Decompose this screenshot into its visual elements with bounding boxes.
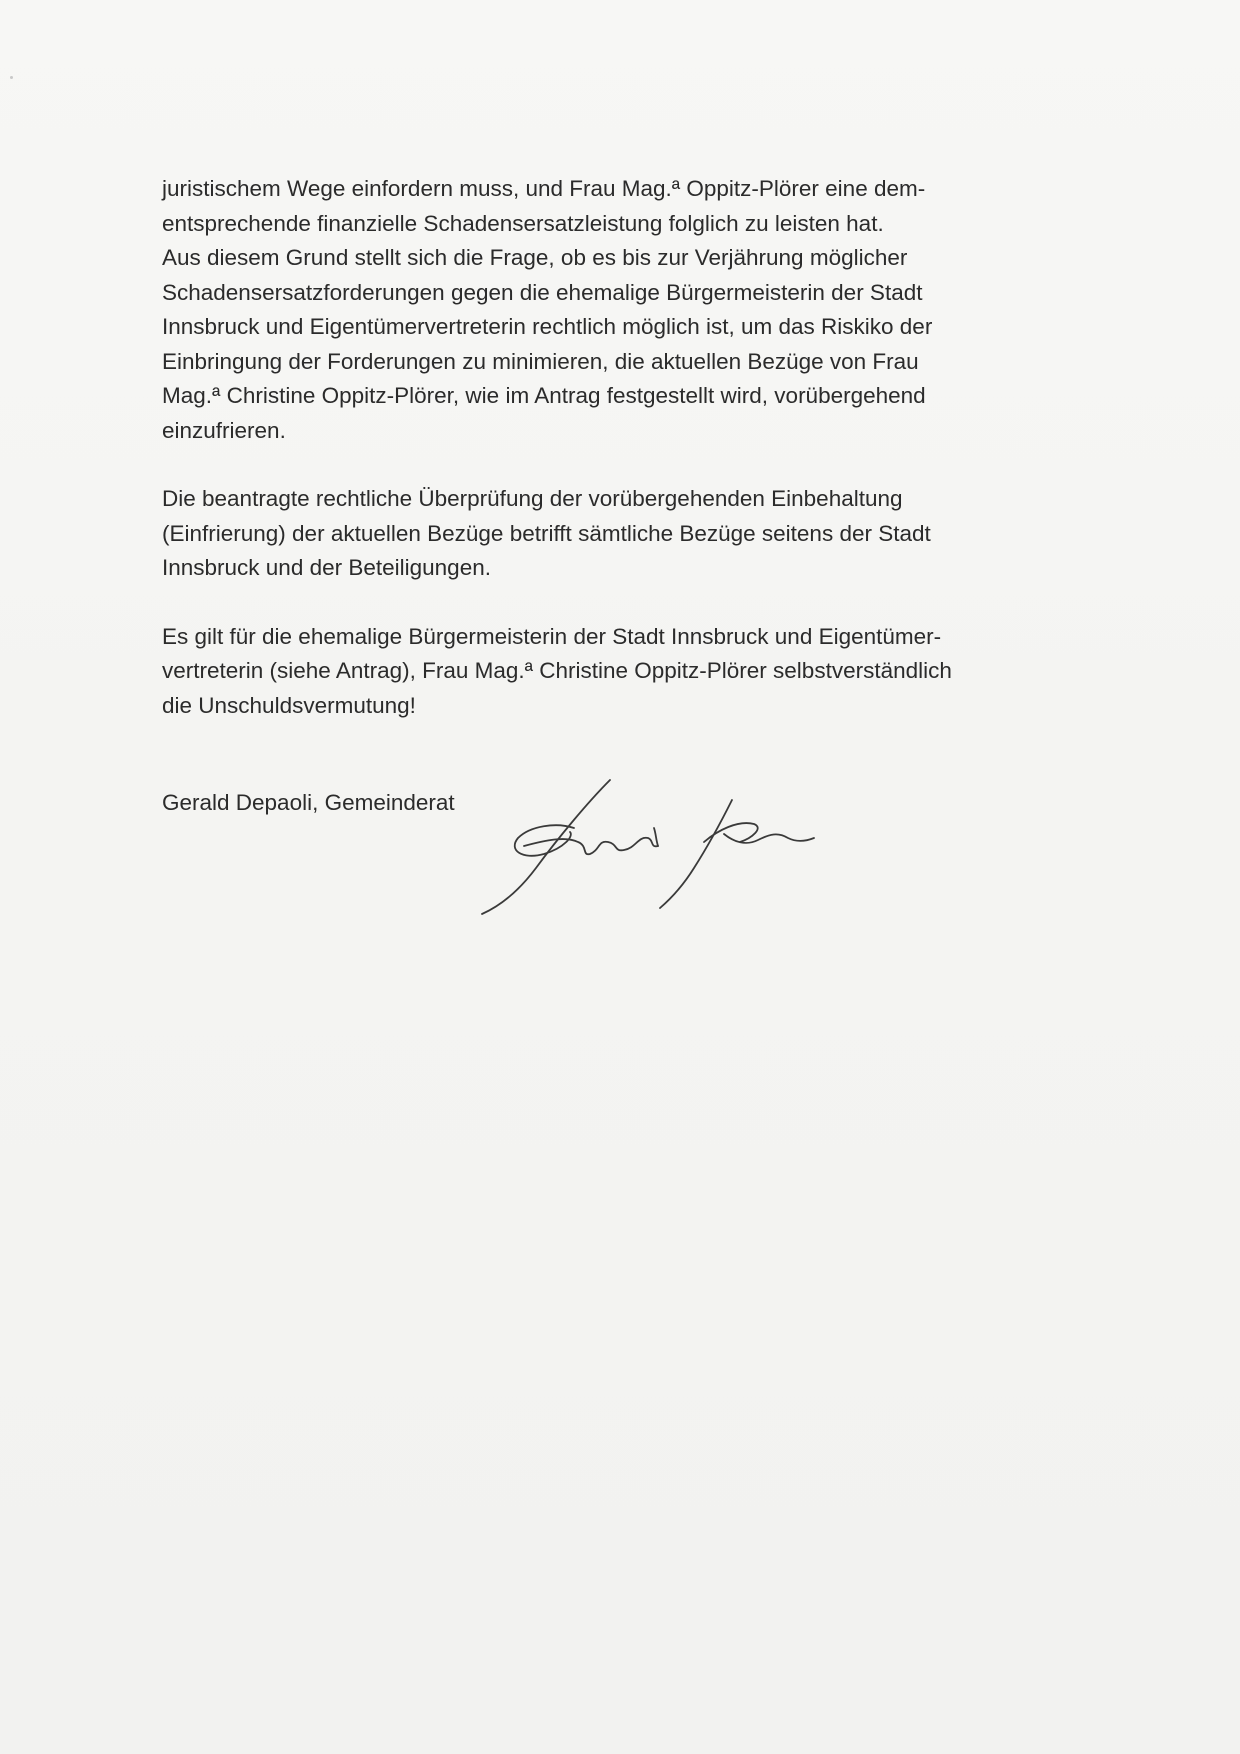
paragraph-2 [162, 482, 1078, 586]
text-line: die Unschuldsvermutung! [162, 692, 416, 718]
text-line: Mag.ª Christine Oppitz-Plörer, wie im Antrag festgestellt wird, vorübergehend [162, 383, 926, 408]
text-line: Schadensersatzforderungen gegen die ehemalige Bürgermeisterin der Stadt [162, 279, 923, 305]
text-line: vertreterin (siehe Antrag), Frau Mag.ª Christine Oppitz-Plörer selbstverständlich [162, 658, 952, 683]
text-line: (Einfrierung) der aktuellen Bezüge betrifft sämtliche Bezüge seitens der Stadt [162, 520, 931, 546]
text-line: Innsbruck und der Beteiligungen. [162, 555, 491, 580]
letter-body [162, 172, 1078, 757]
text-line: Innsbruck und Eigentümervertreterin rechtlich möglich ist, um das Riskiko der [162, 314, 933, 339]
text-line: Aus diesem Grund stellt sich die Frage, ob es bis zur Verjährung möglicher [162, 245, 908, 270]
text-line: juristischem Wege einfordern muss, und Frau Mag.ª Oppitz-Plörer eine dem- [162, 176, 926, 201]
paragraph-1 [162, 172, 1078, 448]
text-line: einzufrieren. [162, 417, 286, 443]
scan-speck [10, 76, 13, 79]
handwritten-signature [478, 776, 818, 916]
text-line: Einbringung der Forderungen zu minimieren, die aktuellen Bezüge von Frau [162, 348, 919, 374]
text-line: entsprechende finanzielle Schadensersatzleistung folglich zu leisten hat. [162, 210, 884, 236]
text-line: Es gilt für die ehemalige Bürgermeisterin der Stadt Innsbruck und Eigentümer- [162, 623, 942, 649]
signoff-name: Gerald Depaoli, Gemeinderat [162, 790, 455, 815]
paragraph-3 [162, 620, 1078, 724]
text-line: Die beantragte rechtliche Überprüfung der vorübergehenden Einbehaltung [162, 486, 903, 511]
